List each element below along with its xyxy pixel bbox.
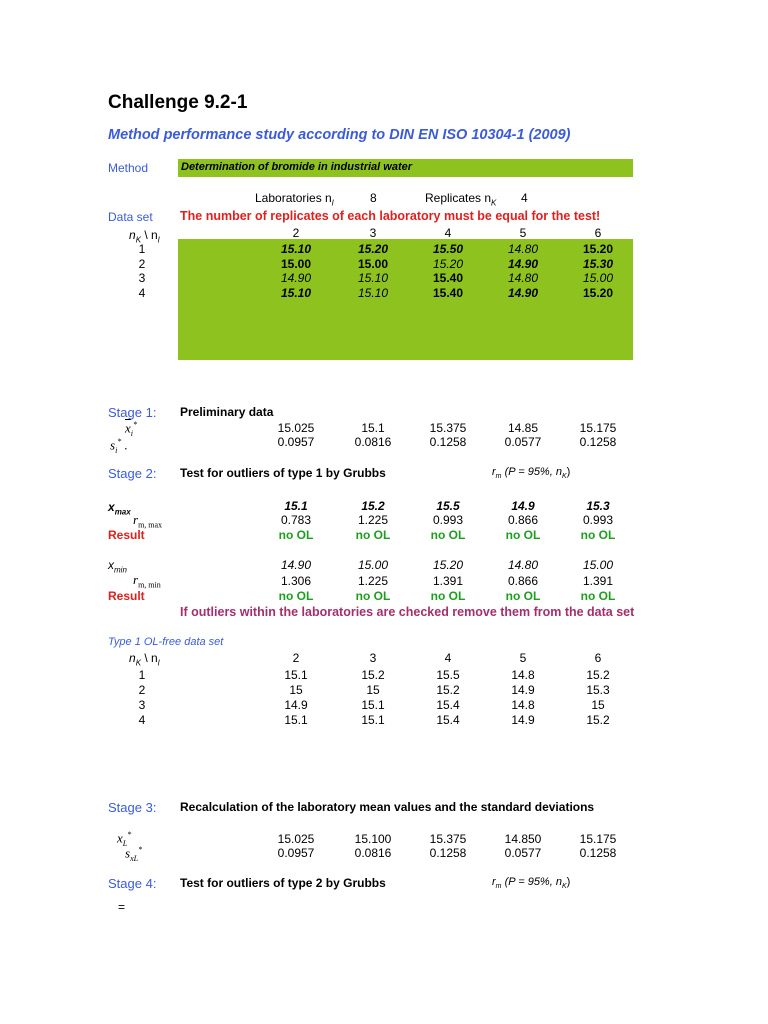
mean-cell: 15.1 — [361, 421, 385, 435]
stage1-label: Stage 1: — [108, 405, 157, 420]
mean-cell: 14.850 — [504, 832, 542, 846]
data-cell: 15.2 — [436, 683, 460, 697]
rmax-label: $r_{m, max}$ — [133, 512, 163, 530]
rmin-cell: 1.306 — [280, 574, 312, 588]
data-cell: 14.9 — [284, 698, 308, 712]
mean-cell: 15.025 — [277, 421, 315, 435]
outlier-note: If outliers within the laboratories are checked remove them from the data set — [180, 605, 635, 619]
column-header: 6 — [594, 651, 602, 665]
data-cell: 15.1 — [284, 713, 308, 727]
result-cell: no OL — [505, 589, 541, 603]
column-header: 3 — [369, 651, 377, 665]
page-subtitle: Method performance study according to DIN EN ISO 10304-1 (2009) — [108, 127, 571, 143]
result-cell: no OL — [430, 528, 466, 542]
stage1-mean-symbol: $\overline{x}_i^*$ — [125, 420, 138, 438]
data-cell: 15.00 — [582, 271, 614, 285]
data-cell: 14.90 — [280, 271, 312, 285]
xmin-cell: 15.00 — [582, 558, 614, 572]
sd-cell: 0.0577 — [504, 435, 542, 449]
stage1-title: Preliminary data — [180, 405, 274, 419]
rmax-cell: 0.866 — [507, 513, 539, 527]
stage4-title: Test for outliers of type 2 by Grubbs — [180, 876, 386, 890]
data-cell: 15.20 — [582, 242, 614, 256]
stage2-title: Test for outliers of type 1 by Grubbs — [180, 466, 386, 480]
rmax-cell: 0.993 — [582, 513, 614, 527]
data-cell: 15.10 — [357, 285, 389, 300]
stage3-sd-symbol: $s_{xL}^*$ — [125, 845, 143, 863]
sd-cell: 0.0957 — [277, 435, 315, 449]
stage3-title: Recalculation of the laboratory mean values and the standard deviations — [180, 800, 595, 814]
data-cell: 15.10 — [280, 285, 312, 300]
replicates-value: 4 — [521, 191, 528, 205]
column-header: 2 — [292, 651, 300, 665]
data-cell: 14.90 — [507, 256, 539, 271]
data-cell: 15.30 — [582, 256, 614, 271]
mean-cell: 15.375 — [429, 832, 467, 846]
data-cell: 15.1 — [361, 698, 385, 712]
data-cell: 15.50 — [432, 242, 464, 256]
data-cell: 15.00 — [357, 256, 389, 271]
data-cell: 14.9 — [511, 683, 535, 697]
sd-cell: 0.1258 — [429, 435, 467, 449]
sd-cell: 0.1258 — [579, 435, 617, 449]
sd-cell: 0.0816 — [354, 435, 392, 449]
data-cell: 14.8 — [511, 698, 535, 712]
rmin-cell: 0.866 — [507, 574, 539, 588]
xmax-cell: 14.9 — [511, 499, 535, 513]
column-header: 4 — [444, 651, 452, 665]
sd-cell: 0.0577 — [504, 846, 542, 860]
data-cell: 14.9 — [511, 713, 535, 727]
row-index: 2 — [138, 683, 146, 697]
rmax-cell: 1.225 — [357, 513, 389, 527]
data-cell: 15.20 — [357, 242, 389, 256]
laboratories-label: Laboratories $n_l$ — [255, 191, 334, 208]
sd-cell: 0.1258 — [429, 846, 467, 860]
stage2-label: Stage 2: — [108, 466, 157, 481]
xmin-cell: 15.20 — [432, 558, 464, 572]
stage3-mean-symbol: $x_L^*$ — [117, 830, 132, 848]
xmax-cell: 15.2 — [361, 499, 385, 513]
data-cell: 15 — [591, 698, 605, 712]
rmax-cell: 0.783 — [280, 513, 312, 527]
dataset-warning: The number of replicates of each laboratory must be equal for the test! — [180, 209, 601, 223]
column-header: 3 — [369, 226, 377, 240]
data-cell: 14.90 — [507, 285, 539, 300]
data-cell: 15 — [366, 683, 380, 697]
data-cell: 14.8 — [511, 668, 535, 682]
data-cell: 15.20 — [582, 285, 614, 300]
sd-cell: 0.1258 — [579, 846, 617, 860]
stage2-rm-formula: $r_m$ (P = 95%, $n_K$) — [492, 466, 571, 481]
sd-cell: 0.0957 — [277, 846, 315, 860]
row-index: 4 — [138, 713, 146, 727]
row-index: 4 — [138, 285, 146, 300]
olfree-label: Type 1 OL-free data set — [108, 636, 224, 648]
method-label: Method — [108, 161, 149, 175]
stage4-label: Stage 4: — [108, 876, 157, 891]
xmin-cell: 15.00 — [357, 558, 389, 572]
laboratories-value: 8 — [370, 191, 377, 205]
result-cell: no OL — [278, 589, 314, 603]
rmin-label: $r_{m, min}$ — [133, 572, 161, 590]
data-cell: 15.1 — [284, 668, 308, 682]
rmin-cell: 1.225 — [357, 574, 389, 588]
column-header: 4 — [444, 226, 452, 240]
data-cell: 15.2 — [361, 668, 385, 682]
replicates-label: Replicates $n_K$ — [425, 191, 497, 208]
data-cell: 15.4 — [436, 698, 460, 712]
result-cell: no OL — [430, 589, 466, 603]
data-cell: 15.40 — [432, 271, 464, 285]
xmax-label: $x_{max}$ — [108, 500, 131, 517]
data-cell: 15.2 — [586, 668, 610, 682]
row-index: 3 — [138, 698, 146, 712]
stage4-equals: = — [118, 900, 126, 914]
data-cell: 14.80 — [507, 271, 539, 285]
result-max-label: Result — [108, 528, 145, 542]
data-cell: 15.10 — [280, 242, 312, 256]
method-value: Determination of bromide in industrial water — [181, 161, 413, 173]
result-cell: no OL — [278, 528, 314, 542]
data-cell: 15.1 — [361, 713, 385, 727]
xmax-cell: 15.1 — [284, 499, 308, 513]
sd-cell: 0.0816 — [354, 846, 392, 860]
rmax-cell: 0.993 — [432, 513, 464, 527]
stage1-sd-symbol: $s_i^*$ . — [110, 437, 128, 455]
result-cell: no OL — [580, 528, 616, 542]
xmin-label: $x_{min}$ — [108, 558, 127, 575]
data-cell: 15 — [289, 683, 303, 697]
data-cell: 14.80 — [507, 242, 539, 256]
result-cell: no OL — [580, 589, 616, 603]
column-header: 5 — [519, 651, 527, 665]
result-min-label: Result — [108, 589, 145, 603]
rmin-cell: 1.391 — [432, 574, 464, 588]
page-title: Challenge 9.2-1 — [108, 92, 248, 113]
data-cell: 15.4 — [436, 713, 460, 727]
mean-cell: 14.85 — [507, 421, 539, 435]
data-cell: 15.2 — [586, 713, 610, 727]
dataset-label: Data set — [108, 210, 153, 224]
data-cell: 15.3 — [586, 683, 610, 697]
data-cell: 15.20 — [432, 256, 464, 271]
mean-cell: 15.100 — [354, 832, 392, 846]
dataset-highlight — [178, 239, 633, 360]
mean-cell: 15.375 — [429, 421, 467, 435]
dataset-header-label: $n_K$ \ $n_l$ — [129, 228, 160, 245]
row-index: 2 — [138, 256, 146, 271]
mean-cell: 15.025 — [277, 832, 315, 846]
row-index: 3 — [138, 271, 146, 285]
olfree-header-label: $n_K$ \ $n_l$ — [129, 651, 160, 668]
stage4-rm-formula: $r_m$ (P = 95%, $n_K$) — [492, 876, 571, 891]
xmax-cell: 15.5 — [436, 499, 460, 513]
stage3-label: Stage 3: — [108, 800, 157, 815]
data-cell: 15.00 — [280, 256, 312, 271]
result-cell: no OL — [355, 528, 391, 542]
rmin-cell: 1.391 — [582, 574, 614, 588]
data-cell: 15.40 — [432, 285, 464, 300]
mean-cell: 15.175 — [579, 421, 617, 435]
result-cell: no OL — [505, 528, 541, 542]
row-index: 1 — [138, 242, 146, 256]
column-header: 5 — [519, 226, 527, 240]
xmax-cell: 15.3 — [586, 499, 610, 513]
result-cell: no OL — [355, 589, 391, 603]
row-index: 1 — [138, 668, 146, 682]
xmin-cell: 14.90 — [280, 558, 312, 572]
column-header: 6 — [594, 226, 602, 240]
data-cell: 15.5 — [436, 668, 460, 682]
xmin-cell: 14.80 — [507, 558, 539, 572]
column-header: 2 — [292, 226, 300, 240]
mean-cell: 15.175 — [579, 832, 617, 846]
data-cell: 15.10 — [357, 271, 389, 285]
